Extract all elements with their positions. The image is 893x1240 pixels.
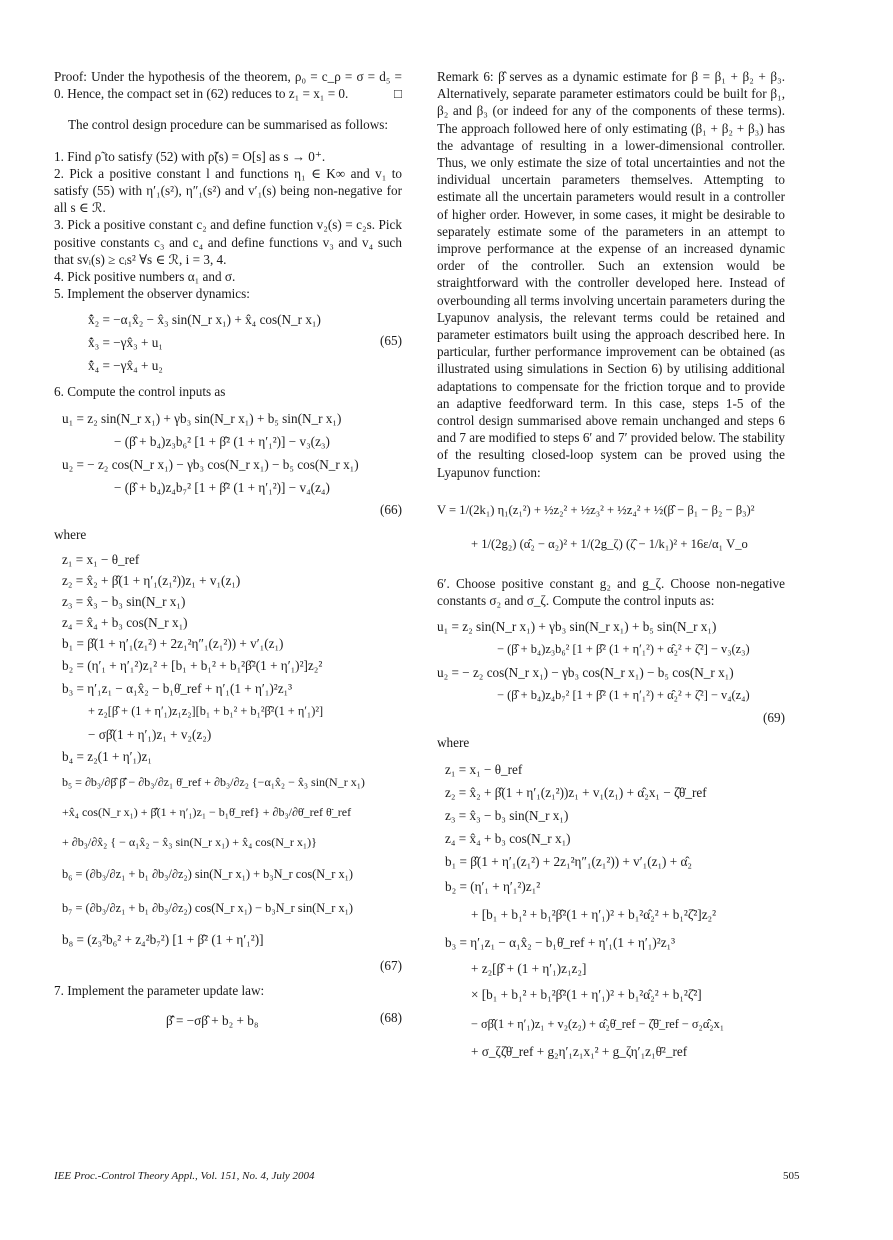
equation-line: × [b₁ + b₁² + b₁²β̂²(1 + η′₁)² + b₁²α̂₂² + b₁²ζ̂²] xyxy=(471,986,702,1002)
equation-70 xyxy=(437,758,785,1066)
equation-line: b₁ = β̂(1 + η′₁(z₁²) + 2z₁²η″₁(z₁²)) + v′₁(z₁) xyxy=(62,636,284,652)
equation-line: − (β̂ + b₄)z₄b₇² [1 + β̂² (1 + η′₁²) + α̂₂² + ζ̂²] − v₄(z₄) xyxy=(497,688,750,703)
step-5: 5. Implement the observer dynamics: xyxy=(54,286,250,302)
equation-line: u₂ = − z₂ cos(N_r x₁) − γb₃ cos(N_r x₁) − b₅ cos(N_r x₁) xyxy=(437,665,734,681)
equation-number: (67) xyxy=(380,958,402,974)
procedure-steps xyxy=(54,148,402,303)
step-6: 6. Compute the control inputs as xyxy=(54,384,226,400)
equation-line: u₁ = z₂ sin(N_r x₁) + γb₃ sin(N_r x₁) + b₅ sin(N_r x₁) xyxy=(62,410,342,426)
step-7: 7. Implement the parameter update law: xyxy=(54,983,265,999)
equation-number: (68) xyxy=(380,1010,402,1026)
right-column xyxy=(437,68,785,1072)
equation-line: b₁ = β̂(1 + η′₁(z₁²) + 2z₁²η″₁(z₁²)) + v′₁(z₁) + α̂₂ xyxy=(445,853,692,869)
equation-68 xyxy=(54,1005,402,1035)
equation-number: (65) xyxy=(380,333,402,349)
equation-line: + z₂[β̂ + (1 + η′₁)z₁z₂][b₁ + b₁² + b₁²β̂²(1 + η′₁)²] xyxy=(88,704,324,719)
equation-line: + σ_ζζ̂θ̇_ref + g₂η′₁z₁x₁² + g_ζη′₁z₁θ̇²_ref xyxy=(471,1043,688,1059)
proof-text: Proof: Under the hypothesis of the theorem, ρ₀ = c_ρ = σ = d₅ = 0. Hence, the compact set in (62) reduces to z₁ = x₁ = 0. xyxy=(54,69,402,102)
equation-line: z₁ = x₁ − θ_ref xyxy=(62,552,140,568)
equation-65 xyxy=(54,308,402,377)
equation-line: z₄ = x̂₄ + b₃ cos(N_r x₁) xyxy=(62,615,188,631)
equation-line: z₂ = x̂₂ + β̂(1 + η′₁(z₁²))z₁ + v₁(z₁) + α̂₂x₁ − ζ̂θ̇_ref xyxy=(445,784,707,800)
equation-line: z₁ = x₁ − θ_ref xyxy=(445,761,523,777)
qed-symbol: □ xyxy=(394,86,402,102)
equation-line: + z₂[β̂ + (1 + η′₁)z₁z₂] xyxy=(471,960,587,976)
step-4: 4. Pick positive numbers α₁ and σ. xyxy=(54,269,236,285)
equation-line: b₈ = (z₃²b₆² + z₄²b₇²) [1 + β̂² (1 + η′₁²)] xyxy=(62,932,264,948)
equation-line: x̂̇₄ = −γx̂₄ + u₂ xyxy=(88,358,163,374)
equation-line: + ∂b₃/∂x̂₂ { − α₁x̂₂ − x̂₃ sin(N_r x₁) + x̂₄ cos(N_r x₁)} xyxy=(62,835,317,850)
equation-line: b₄ = z₂(1 + η′₁)z₁ xyxy=(62,749,152,765)
equation-line: − (β̂ + b₄)z₄b₇² [1 + β̂² (1 + η′₁²)] − v₄(z₄) xyxy=(114,479,330,495)
equation-line: b₇ = (∂b₃/∂z₁ + b₁ ∂b₃/∂z₂) cos(N_r x₁) − b₃N_r sin(N_r x₁) xyxy=(62,901,353,916)
equation-line: − σβ̂(1 + η′₁)z₁ + v₂(z₂) xyxy=(88,727,212,743)
equation-line: z₃ = x̂₃ − b₃ sin(N_r x₁) xyxy=(62,594,186,610)
equation-line: x̂̇₂ = −α₁x̂₂ − x̂₃ sin(N_r x₁) + x̂₄ cos(N_r x₁) xyxy=(88,312,321,328)
equation-number: (69) xyxy=(763,710,785,726)
lyapunov-function xyxy=(437,493,785,561)
equation-line: z₂ = x̂₂ + β̂(1 + η′₁(z₁²))z₁ + v₁(z₁) xyxy=(62,573,241,589)
equation-line: − σβ̂(1 + η′₁)z₁ + v₂(z₂) + α̂₂θ̇_ref − ζ̂θ̈_ref − σ₂α̂₂x₁ xyxy=(471,1016,725,1031)
equation-line: u₁ = z₂ sin(N_r x₁) + γb₃ sin(N_r x₁) + b₅ sin(N_r x₁) xyxy=(437,619,717,635)
equation-line: x̂̇₃ = −γx̂₃ + u₁ xyxy=(88,335,163,351)
step-2: 2. Pick a positive constant l and functions η₁ ∈ K∞ and v₁ to satisfy (55) with η′₁(s²), η″₁(s²) and v′₁(s) being non-negative for all s ∈ ℛ. xyxy=(54,165,402,216)
step-1: 1. Find ρ̃ to satisfy (52) with ρ̃(s) = O[s] as s → 0⁺. xyxy=(54,148,326,164)
step-3: 3. Pick a positive constant c₂ and define function v₂(s) = c₂s. Pick positive constants c₃ and c₄ and define functions v₃ and v₄ such that svᵢ(s) ≥ cᵢs² ∀s ∈ ℛ, i = 3, 4. xyxy=(54,217,402,267)
step-6-prime: 6′. Choose positive constant g₂ and g_ζ. Choose non-negative constants σ₂ and σ_ζ. Compute the control inputs as: xyxy=(437,575,785,609)
equation-67 xyxy=(54,549,402,974)
left-column xyxy=(54,68,402,1041)
equation-line: +x̂₄ cos(N_r x₁) + β̂̇(1 + η′₁)z₁ − b₁θ̇_ref} + ∂b₃/∂θ̇_ref θ̈_ref xyxy=(62,805,352,820)
procedure-intro: The control design procedure can be summarised as follows: xyxy=(68,117,389,133)
equation-66 xyxy=(54,407,402,518)
remark-6: Remark 6: β̂ serves as a dynamic estimate for β = β₁ + β₂ + β₃. Alternatively, separate parameter estimators could be built for β₁, β₂ and β₃ (or indeed for any of the components of these terms). The approach followed here of only estimating (β₁ + β₂ + β₃) has the advantage of resulting in a lower-dimensional controller. Thus, we only estimate the size of total uncertainties and not the individual uncertain parameters themselves. Attempting to estimate all the uncertain parameters would result in a controller of higher order. However, in some cases, it might be desirable to separately estimate some of the parameters in an attempt to improve performance at the expense of an increased dynamic order of the controller. Such an extension would be straightforward with the controller developed here. Instead of overbounding all terms involving uncertain parameters during the Lyapunov analysis, the relevant terms could be retained and parameter estimators built using the approach described here. In particular, further performance improvement can be obtained (as illustrated using simulations in Section 6) by utilising additional adaptations to compensate for the friction torque and to provide an adaptive feedforward term. In this case, steps 1-5 of the control design summarised above remain unchanged and steps 6 and 7 are modified to steps 6′ and 7′ provided below. The stability of the resulting closed-loop system can be proved using the Lyapunov function: xyxy=(437,69,785,480)
equation-number: (66) xyxy=(380,501,402,517)
equation-line: u₂ = − z₂ cos(N_r x₁) − γb₃ cos(N_r x₁) − b₅ cos(N_r x₁) xyxy=(62,456,359,472)
equation-line: − (β̂ + b₄)z₃b₆² [1 + β̂² (1 + η′₁²)] − v₃(z₃) xyxy=(114,433,330,449)
equation-line: − (β̂ + b₄)z₃b₆² [1 + β̂² (1 + η′₁²) + α̂₂² + ζ̂²] − v₃(z₃) xyxy=(497,642,750,657)
journal-footer: IEE Proc.-Control Theory Appl., Vol. 151, No. 4, July 2004 xyxy=(54,1170,315,1182)
equation-line: + 1/(2g₂) (α̂₂ − α₂)² + 1/(2g_ζ) (ζ̂ − 1/k₁)² + 16ε/α₁ V_o xyxy=(471,536,748,551)
equation-line: V = 1/(2k₁) η₁(z₁²) + ½z₂² + ½z₃² + ½z₄² + ½(β̂ − β₁ − β₂ − β₃)² xyxy=(437,502,755,517)
equation-line: b₅ = ∂b₃/∂β̂ β̂̇ − ∂b₃/∂z₁ θ̇_ref + ∂b₃/∂z₂ {−α₁x̂₂ − x̂₃ sin(N_r x₁) xyxy=(62,775,365,790)
equation-line: z₃ = x̂₃ − b₃ sin(N_r x₁) xyxy=(445,807,569,823)
equation-line: z₄ = x̂₄ + b₃ cos(N_r x₁) xyxy=(445,830,571,846)
equation-line: b₂ = (η′₁ + η′₁²)z₁² xyxy=(445,878,541,894)
equation-line: b₂ = (η′₁ + η′₁²)z₁² + [b₁ + b₁² + b₁²β̂²(1 + η′₁)²]z₂² xyxy=(62,658,323,674)
proof-paragraph xyxy=(54,68,402,102)
equation-69 xyxy=(437,615,785,726)
equation-line: b₆ = (∂b₃/∂z₁ + b₁ ∂b₃/∂z₂) sin(N_r x₁) + b₃N_r cos(N_r x₁) xyxy=(62,867,353,882)
equation-line: b₃ = η′₁z₁ − α₁x̂₂ − b₁θ̇_ref + η′₁(1 + η′₁)²z₁³ xyxy=(62,681,293,697)
equation-line: + [b₁ + b₁² + b₁²β̂²(1 + η′₁)² + b₁²α̂₂² + b₁²ζ̂²]z₂² xyxy=(471,906,717,922)
where-label: where xyxy=(54,526,87,542)
equation-line: β̂̇ = −σβ̂ + b₂ + b₈ xyxy=(166,1013,259,1029)
page-number: 505 xyxy=(783,1170,800,1182)
where-label: where xyxy=(437,735,470,751)
equation-line: b₃ = η′₁z₁ − α₁x̂₂ − b₁θ̇_ref + η′₁(1 + η′₁)²z₁³ xyxy=(445,934,676,950)
